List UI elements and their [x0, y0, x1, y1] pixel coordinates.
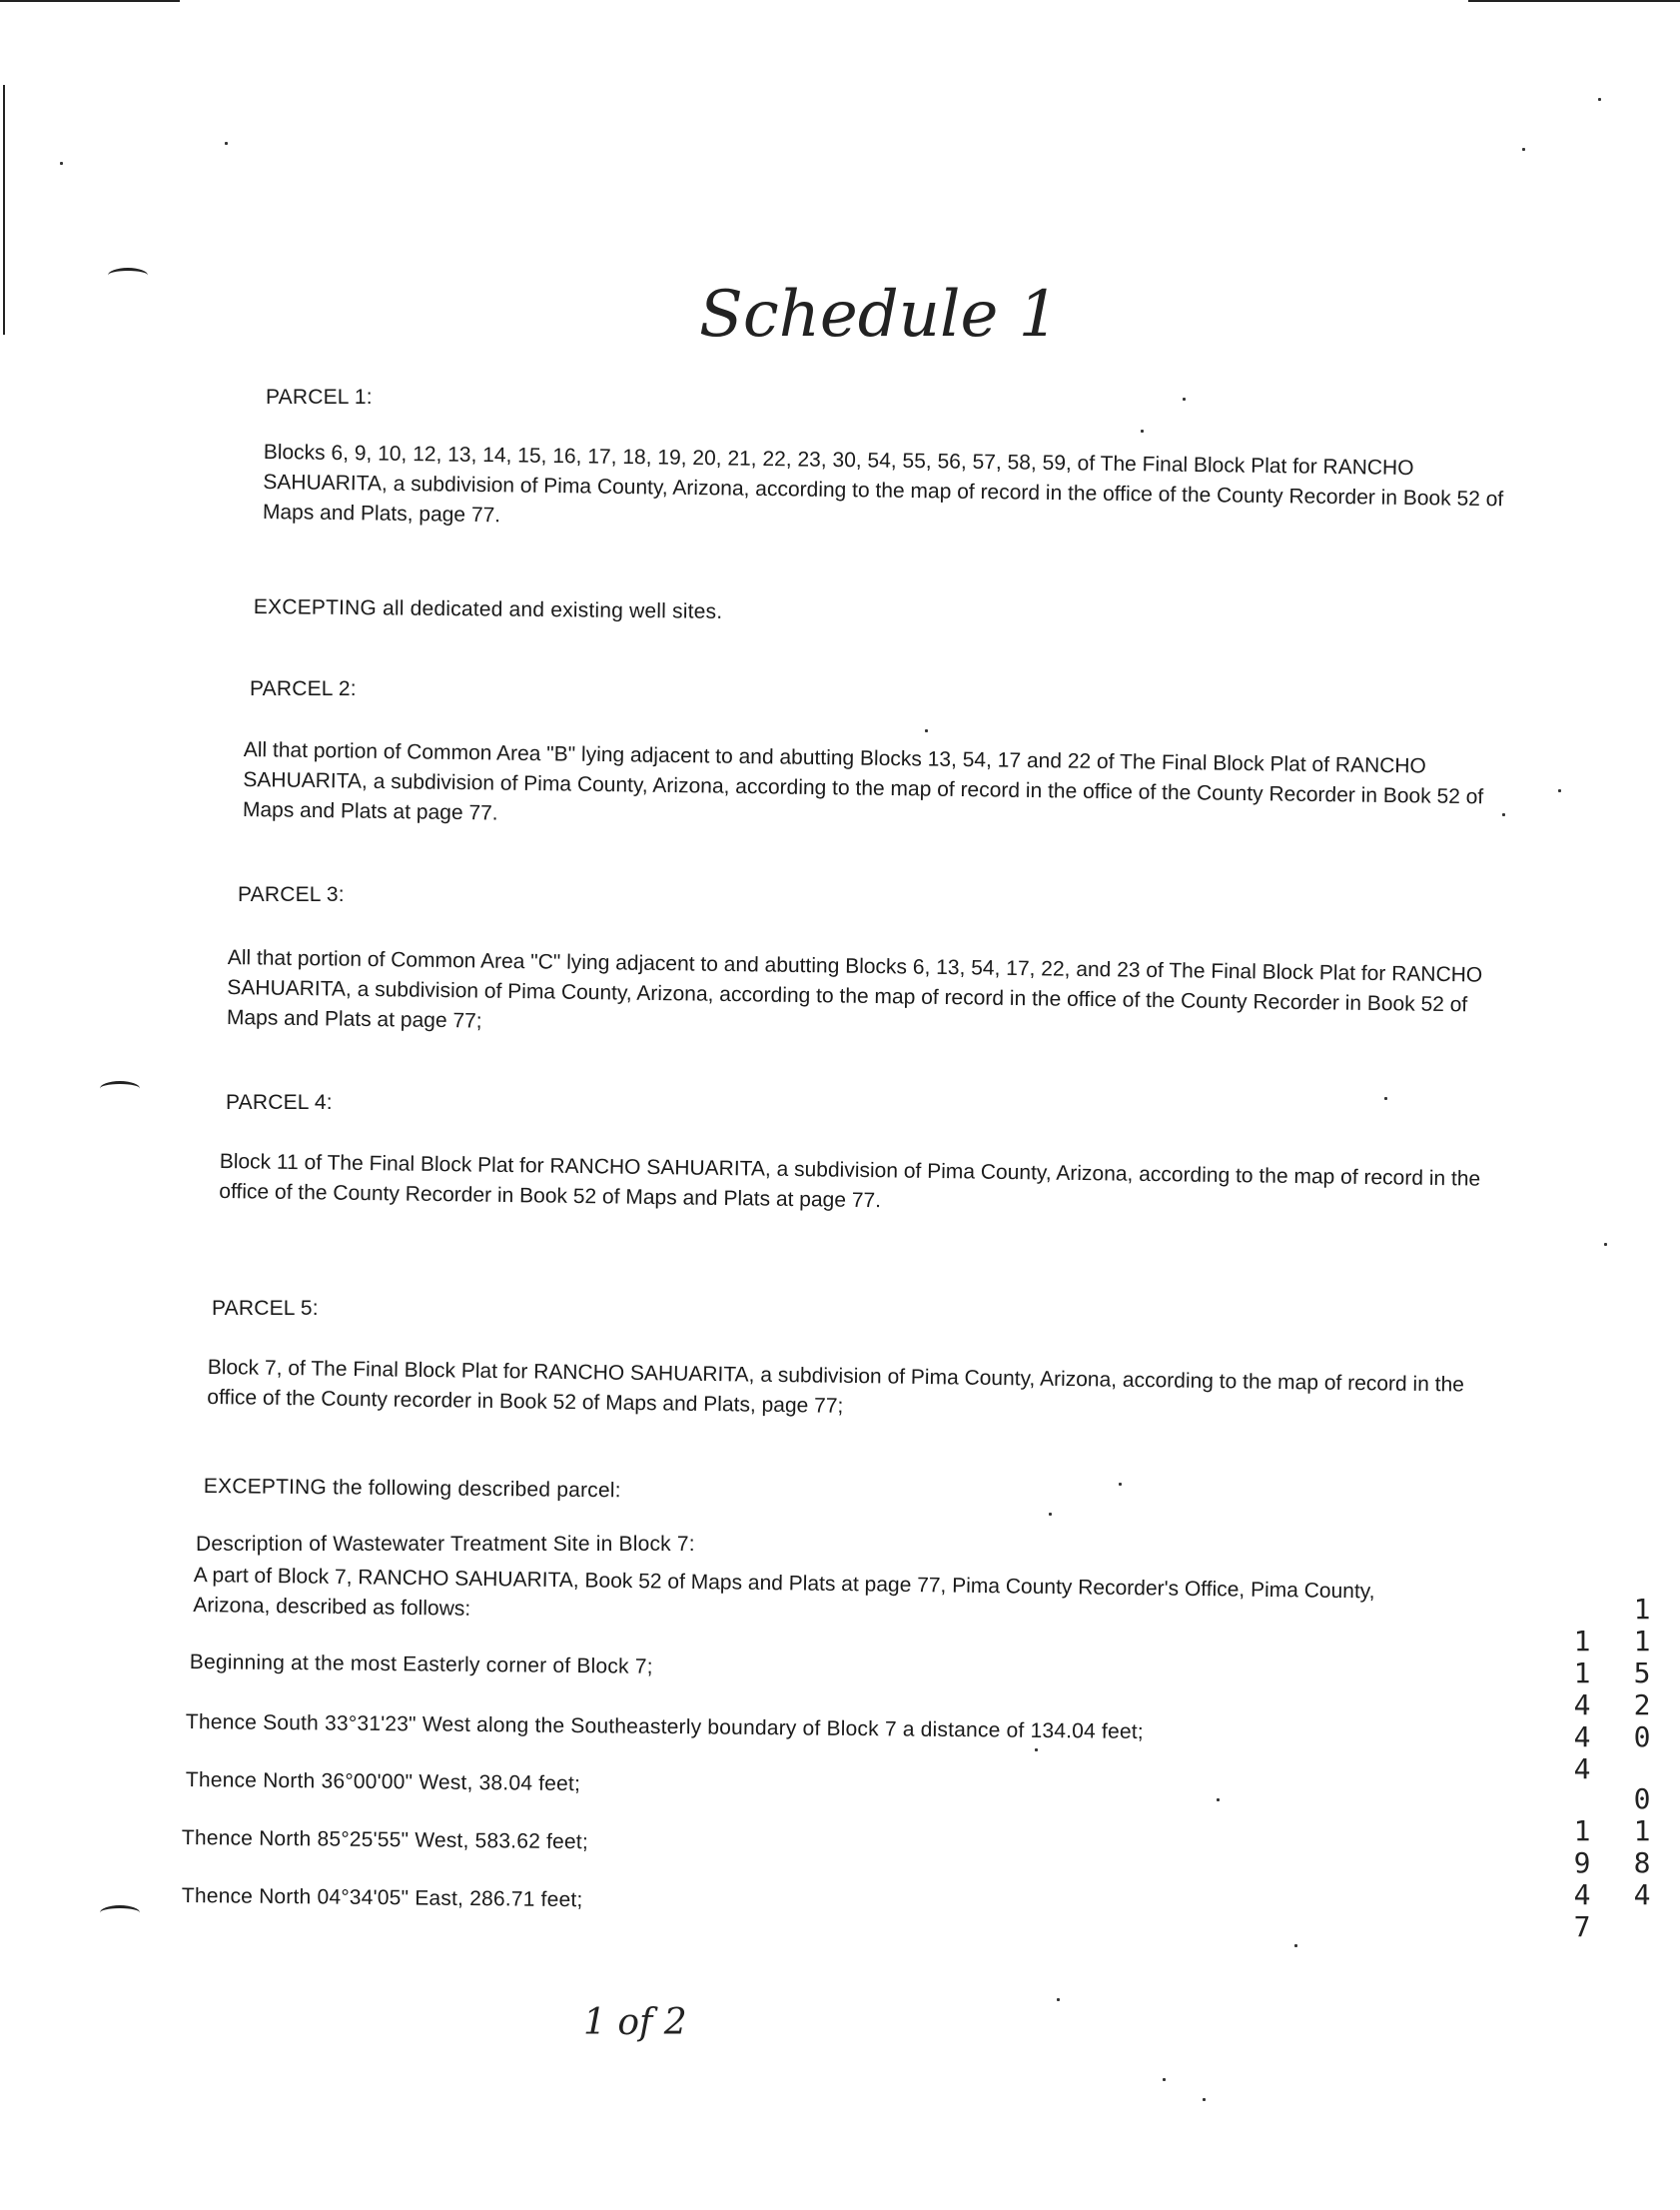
parcel-exception: EXCEPTING all dedicated and existing well sites.	[253, 594, 723, 623]
scan-speckle	[1183, 398, 1186, 401]
scan-speckle	[1522, 148, 1525, 151]
recording-digit: 5	[1633, 1657, 1651, 1689]
scan-edge-top-left	[0, 0, 180, 2]
handwritten-page-indicator: 1 of 2	[583, 2002, 687, 2043]
metes-bounds-call: Thence North 36°00'00" West, 38.04 feet;	[185, 1767, 581, 1796]
parcel-heading: PARCEL 5:	[212, 1297, 319, 1320]
recording-digit: 1	[1633, 1814, 1651, 1847]
scan-speckle	[1163, 2078, 1166, 2081]
parcel-heading: PARCEL 1:	[266, 386, 373, 409]
parcel-exception: EXCEPTING the following described parcel:	[203, 1474, 621, 1503]
recording-digit: 0	[1633, 1720, 1651, 1753]
scan-speckle	[1558, 789, 1561, 792]
scan-mark	[100, 1081, 140, 1096]
parcel-heading: PARCEL 4:	[226, 1091, 333, 1114]
recording-digit: 4	[1573, 1878, 1591, 1911]
scan-speckle	[1598, 98, 1601, 101]
parcel-heading: PARCEL 3:	[238, 883, 345, 906]
scan-speckle	[1217, 1798, 1220, 1801]
scan-speckle	[1057, 1998, 1060, 2001]
recording-digit: 1	[1573, 1814, 1591, 1847]
scan-mark	[100, 1905, 140, 1920]
scan-speckle	[1141, 430, 1144, 433]
handwritten-title: Schedule 1	[699, 278, 1060, 352]
metes-bounds-call: Thence North 85°25'55" West, 583.62 feet;	[181, 1825, 589, 1854]
scan-speckle	[225, 142, 228, 145]
recording-digit: 4	[1573, 1752, 1591, 1785]
metes-bounds-call: Thence South 33°31'23" West along the Southeasterly boundary of Block 7 a distance of 134.04 feet;	[185, 1709, 1144, 1744]
scan-speckle	[1604, 1243, 1607, 1246]
scan-speckle	[1049, 1513, 1052, 1516]
description-heading: Description of Wastewater Treatment Site in Block 7:	[196, 1533, 695, 1556]
scan-edge-left	[3, 85, 5, 335]
parcel-description: Block 11 of The Final Block Plat for RANCHO SAHUARITA, a subdivision of Pima County, Arizona, according to the map of record in the office of the County Recorder in Book 52 of Maps and Plats at page 77.	[219, 1149, 1481, 1213]
scan-mark	[108, 268, 148, 283]
scan-speckle	[925, 729, 928, 732]
recording-digit: 1	[1633, 1625, 1651, 1658]
recording-digit: 1	[1573, 1625, 1591, 1658]
metes-bounds-call: Beginning at the most Easterly corner of Block 7;	[189, 1650, 653, 1678]
recording-digit: 1	[1633, 1593, 1651, 1626]
scan-speckle	[1384, 1097, 1387, 1100]
recording-digit: 1	[1573, 1657, 1591, 1689]
parcel-description: Blocks 6, 9, 10, 12, 13, 14, 15, 16, 17, 18, 19, 20, 21, 22, 23, 30, 54, 55, 56, 57, 58, 59, of The Final Block Plat for RANCHO SAHUARITA, a subdivision of Pima County, Arizona, according to the map of record in the office of the County Recorder in Book 52 of Maps and Plats, page 77.	[262, 440, 1504, 528]
metes-bounds-call: Thence North 04°34'05" East, 286.71 feet;	[181, 1883, 583, 1912]
recording-digit: 4	[1633, 1878, 1651, 1911]
scan-speckle	[1294, 1944, 1297, 1947]
parcel-description: All that portion of Common Area "B" lying adjacent to and abutting Blocks 13, 54, 17 and 22 of The Final Block Plat of RANCHO SAHUARITA, a subdivision of Pima County, Arizona, according to the map of record in the office of the County Recorder in Book 52 of Maps and Plats at page 77.	[242, 737, 1484, 825]
recording-digit: 0	[1633, 1782, 1651, 1815]
recording-digit: 7	[1573, 1910, 1591, 1943]
recording-digit: 4	[1573, 1688, 1591, 1721]
description-text: A part of Block 7, RANCHO SAHUARITA, Book 52 of Maps and Plats at page 77, Pima County Recorder's Office, Pima County, Arizona, described as follows:	[193, 1563, 1375, 1621]
scan-edge-top-right	[1468, 0, 1680, 2]
scan-speckle	[1502, 813, 1505, 816]
parcel-description: All that portion of Common Area "C" lying adjacent to and abutting Blocks 6, 13, 54, 17, 22, and 23 of The Final Block Plat for RANCHO SAHUARITA, a subdivision of Pima County, Arizona, according to the map of record in the office of the County Recorder in Book 52 of Maps and Plats at page 77;	[226, 945, 1483, 1033]
parcel-heading: PARCEL 2:	[250, 677, 357, 700]
recording-digit: 9	[1573, 1846, 1591, 1879]
recording-digit: 4	[1573, 1720, 1591, 1753]
scan-speckle	[60, 162, 63, 165]
recording-digit: 8	[1633, 1846, 1651, 1879]
scan-speckle	[1035, 1748, 1038, 1751]
parcel-description: Block 7, of The Final Block Plat for RANCHO SAHUARITA, a subdivision of Pima County, Arizona, according to the map of record in the office of the County recorder in Book 52 of Maps and Plats, page 77;	[207, 1355, 1465, 1418]
scan-speckle	[1203, 2098, 1206, 2101]
scan-speckle	[1119, 1483, 1122, 1486]
recording-digit: 2	[1633, 1688, 1651, 1721]
